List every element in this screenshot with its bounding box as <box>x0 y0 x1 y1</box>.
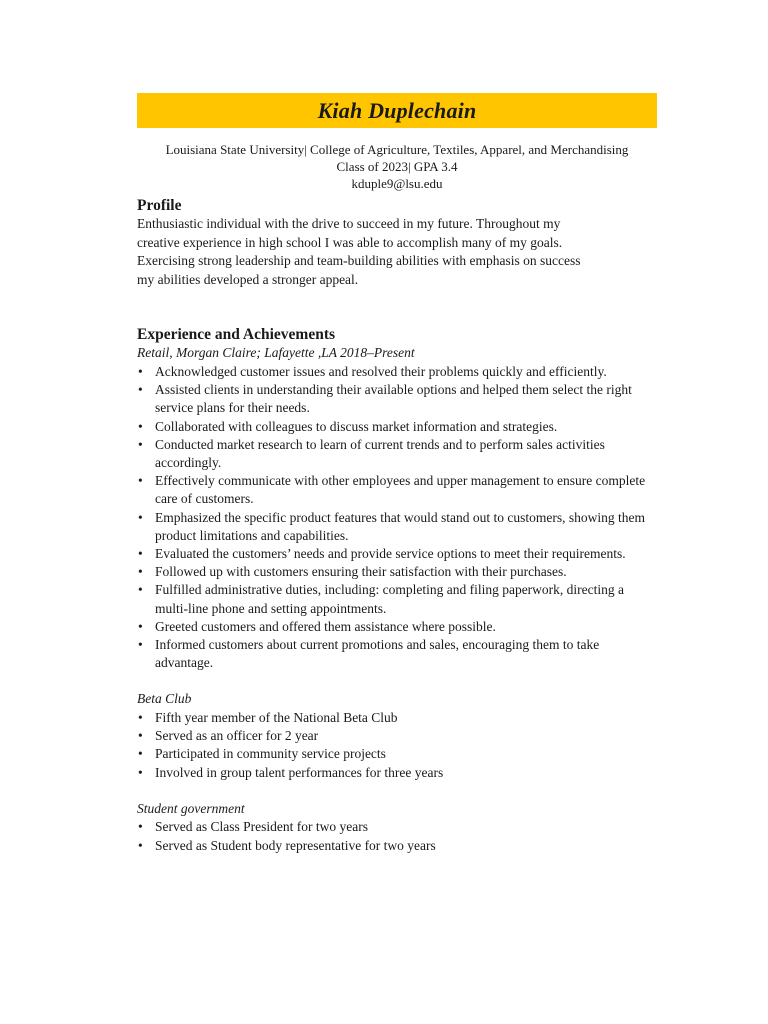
profile-line: Exercising strong leadership and team-building abilities with emphasis on success <box>137 253 581 269</box>
group-heading-retail: Retail, Morgan Claire; Lafayette ,LA 2018–Present <box>137 345 415 361</box>
group-heading-student-government: Student government <box>137 800 245 816</box>
list-item: • Assisted clients in understanding their available options and helped them select the right service plans for their needs. <box>137 381 657 417</box>
contact-block <box>137 141 657 192</box>
list-item: • Served as Class President for two years <box>137 818 657 836</box>
profile-line: creative experience in high school I was able to accomplish many of my goals. <box>137 234 563 250</box>
list-item: • Evaluated the customers’ needs and provide service options to meet their requirements. <box>137 545 657 563</box>
school-line: Louisiana State University| College of Agriculture, Textiles, Apparel, and Merchandising <box>165 142 629 157</box>
list-item: • Participated in community service projects <box>137 745 657 763</box>
list-item: • Informed customers about current promotions and sales, encouraging them to take advantage. <box>137 636 657 672</box>
list-item: • Collaborated with colleagues to discuss market information and strategies. <box>137 418 657 436</box>
resume-page <box>137 93 657 855</box>
list-item: • Fifth year member of the National Beta Club <box>137 709 657 727</box>
retail-group <box>137 344 657 672</box>
beta-club-group <box>137 690 657 781</box>
list-item: • Emphasized the specific product features that would stand out to customers, showing them product limitations and capabilities. <box>137 509 657 545</box>
group-heading-beta-club: Beta Club <box>137 691 192 707</box>
profile-line: Enthusiastic individual with the drive to succeed in my future. Throughout my <box>137 216 561 231</box>
list-item: • Followed up with customers ensuring their satisfaction with their purchases. <box>137 563 657 581</box>
profile-heading: Profile <box>137 197 182 214</box>
list-item: • Served as Student body representative for two years <box>137 837 657 855</box>
beta-club-bullets <box>137 709 657 782</box>
student-government-group <box>137 800 657 855</box>
list-item: • Served as an officer for 2 year <box>137 727 657 745</box>
profile-text <box>137 215 657 289</box>
candidate-name: Kiah Duplechain <box>317 97 477 123</box>
list-item: • Involved in group talent performances for three years <box>137 764 657 782</box>
retail-bullets <box>137 363 657 672</box>
list-item: • Effectively communicate with other employees and upper management to ensure complete care of customers. <box>137 472 657 508</box>
name-banner <box>137 93 657 128</box>
list-item: • Fulfilled administrative duties, including: completing and filing paperwork, directing a multi-line phone and setting appointments. <box>137 581 657 617</box>
list-item: • Conducted market research to learn of current trends and to perform sales activities accordingly. <box>137 436 657 472</box>
class-gpa-line: Class of 2023| GPA 3.4 <box>336 159 458 174</box>
profile-line: my abilities developed a stronger appeal. <box>137 271 359 287</box>
list-item: • Greeted customers and offered them assistance where possible. <box>137 618 657 636</box>
list-item: • Acknowledged customer issues and resolved their problems quickly and efficiently. <box>137 363 657 381</box>
email: kduple9@lsu.edu <box>351 176 443 191</box>
student-government-bullets <box>137 818 657 854</box>
experience-heading: Experience and Achievements <box>137 326 336 344</box>
